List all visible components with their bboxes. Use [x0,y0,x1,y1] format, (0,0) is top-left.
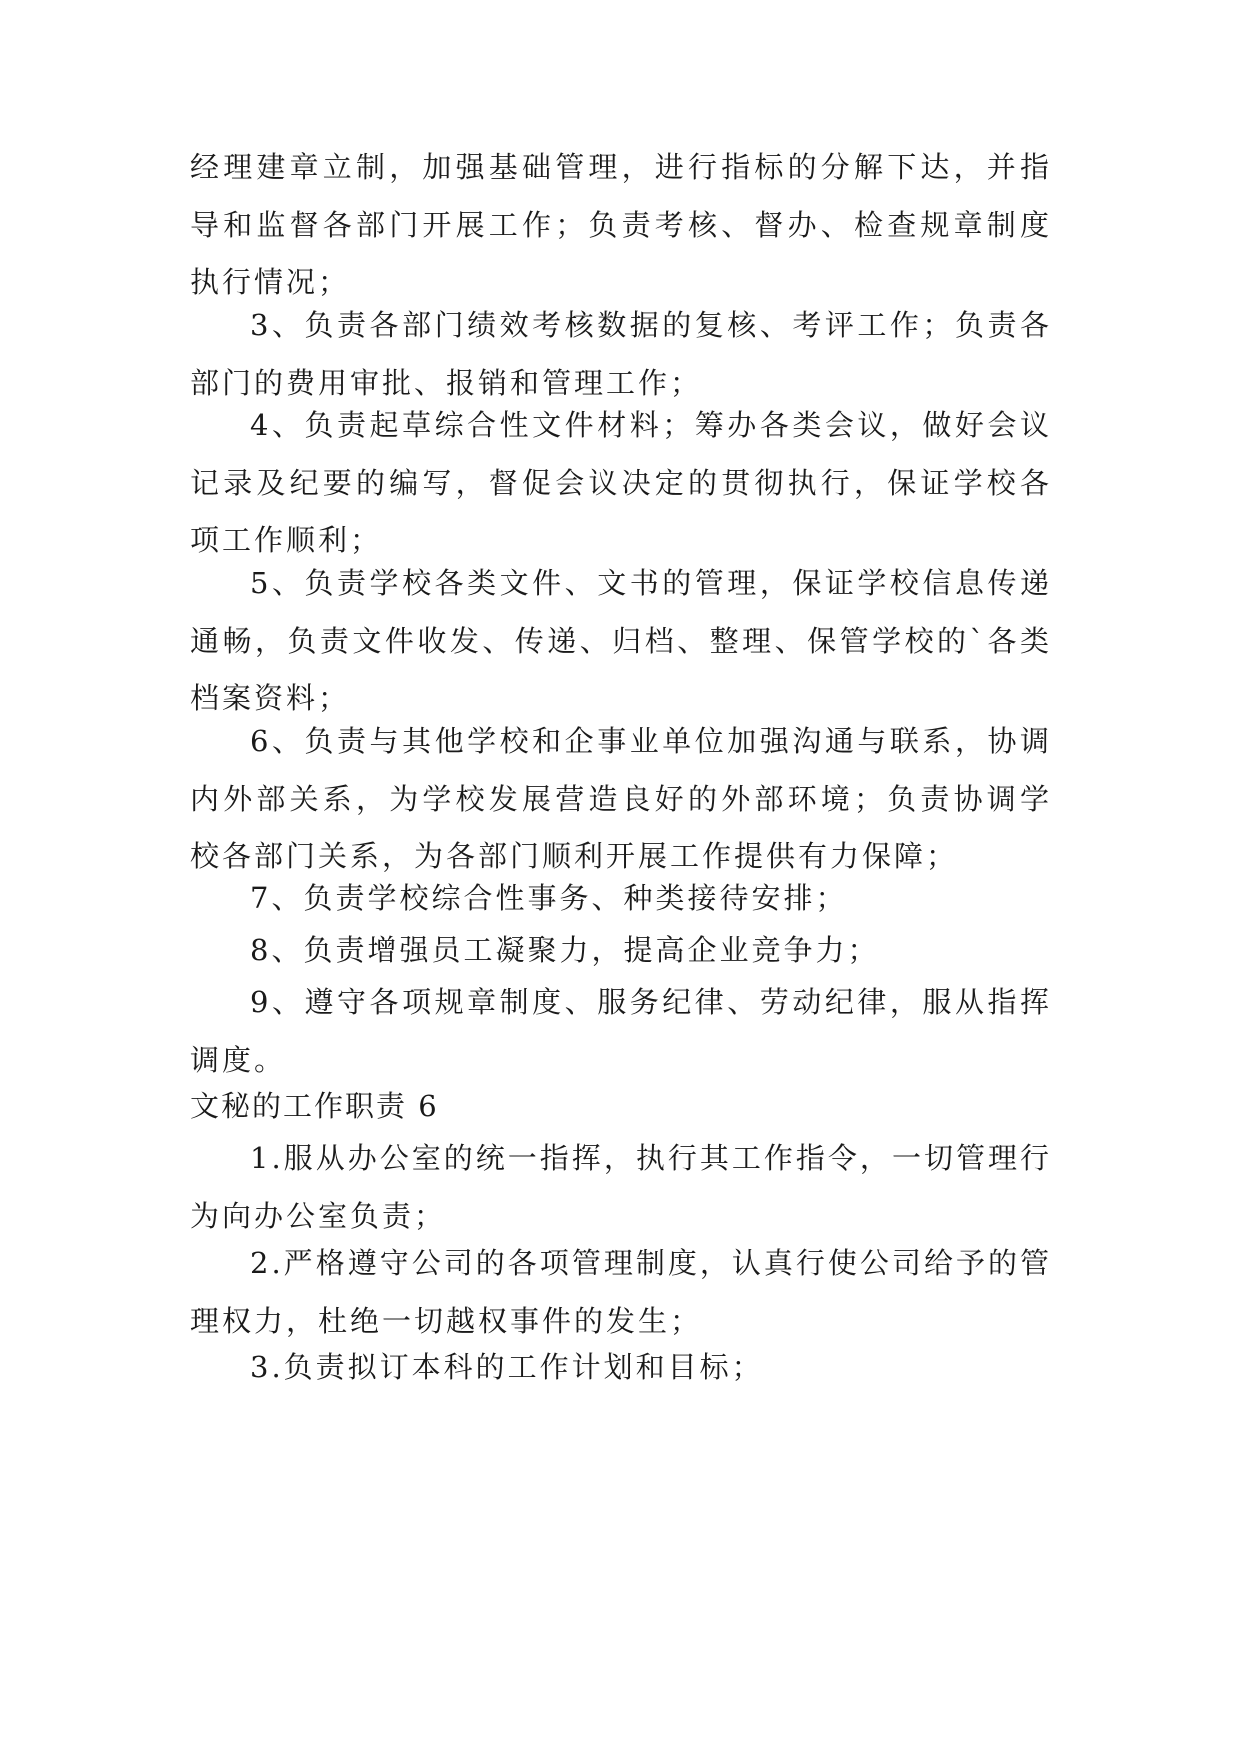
paragraph-item-8: 8、负责增强员工凝聚力，提高企业竞争力； [250,933,880,967]
paragraph-item-9: 9、遵守各项规章制度、服务纪律、劳动纪律，服从指挥调度。 [190,985,1052,1077]
paragraph-continuation: 经理建章立制，加强基础管理，进行指标的分解下达，并指导和监督各部门开展工作；负责考核、督办、检查规章制度执行情况； [190,150,1052,299]
section-heading: 文秘的工作职责 6 [190,1089,439,1123]
paragraph-item-5: 5、负责学校各类文件、文书的管理，保证学校信息传递通畅，负责文件收发、传递、归档、整理、保管学校的`各类档案资料； [190,566,1052,715]
section-item-2: 2.严格遵守公司的各项管理制度，认真行使公司给予的管理权力，杜绝一切越权事件的发生； [190,1246,1052,1338]
paragraph-item-4: 4、负责起草综合性文件材料；筹办各类会议，做好会议记录及纪要的编写，督促会议决定的贯彻执行，保证学校各项工作顺利； [190,408,1052,557]
section-item-1: 1.服从办公室的统一指挥，执行其工作指令，一切管理行为向办公室负责； [190,1141,1052,1233]
paragraph-item-3: 3、负责各部门绩效考核数据的复核、考评工作；负责各部门的费用审批、报销和管理工作； [190,308,1052,400]
paragraph-item-6: 6、负责与其他学校和企事业单位加强沟通与联系，协调内外部关系，为学校发展营造良好的外部环境；负责协调学校各部门关系，为各部门顺利开展工作提供有力保障； [190,724,1052,873]
section-item-3: 3.负责拟订本科的工作计划和目标； [250,1350,764,1384]
paragraph-item-7: 7、负责学校综合性事务、种类接待安排； [250,881,848,915]
